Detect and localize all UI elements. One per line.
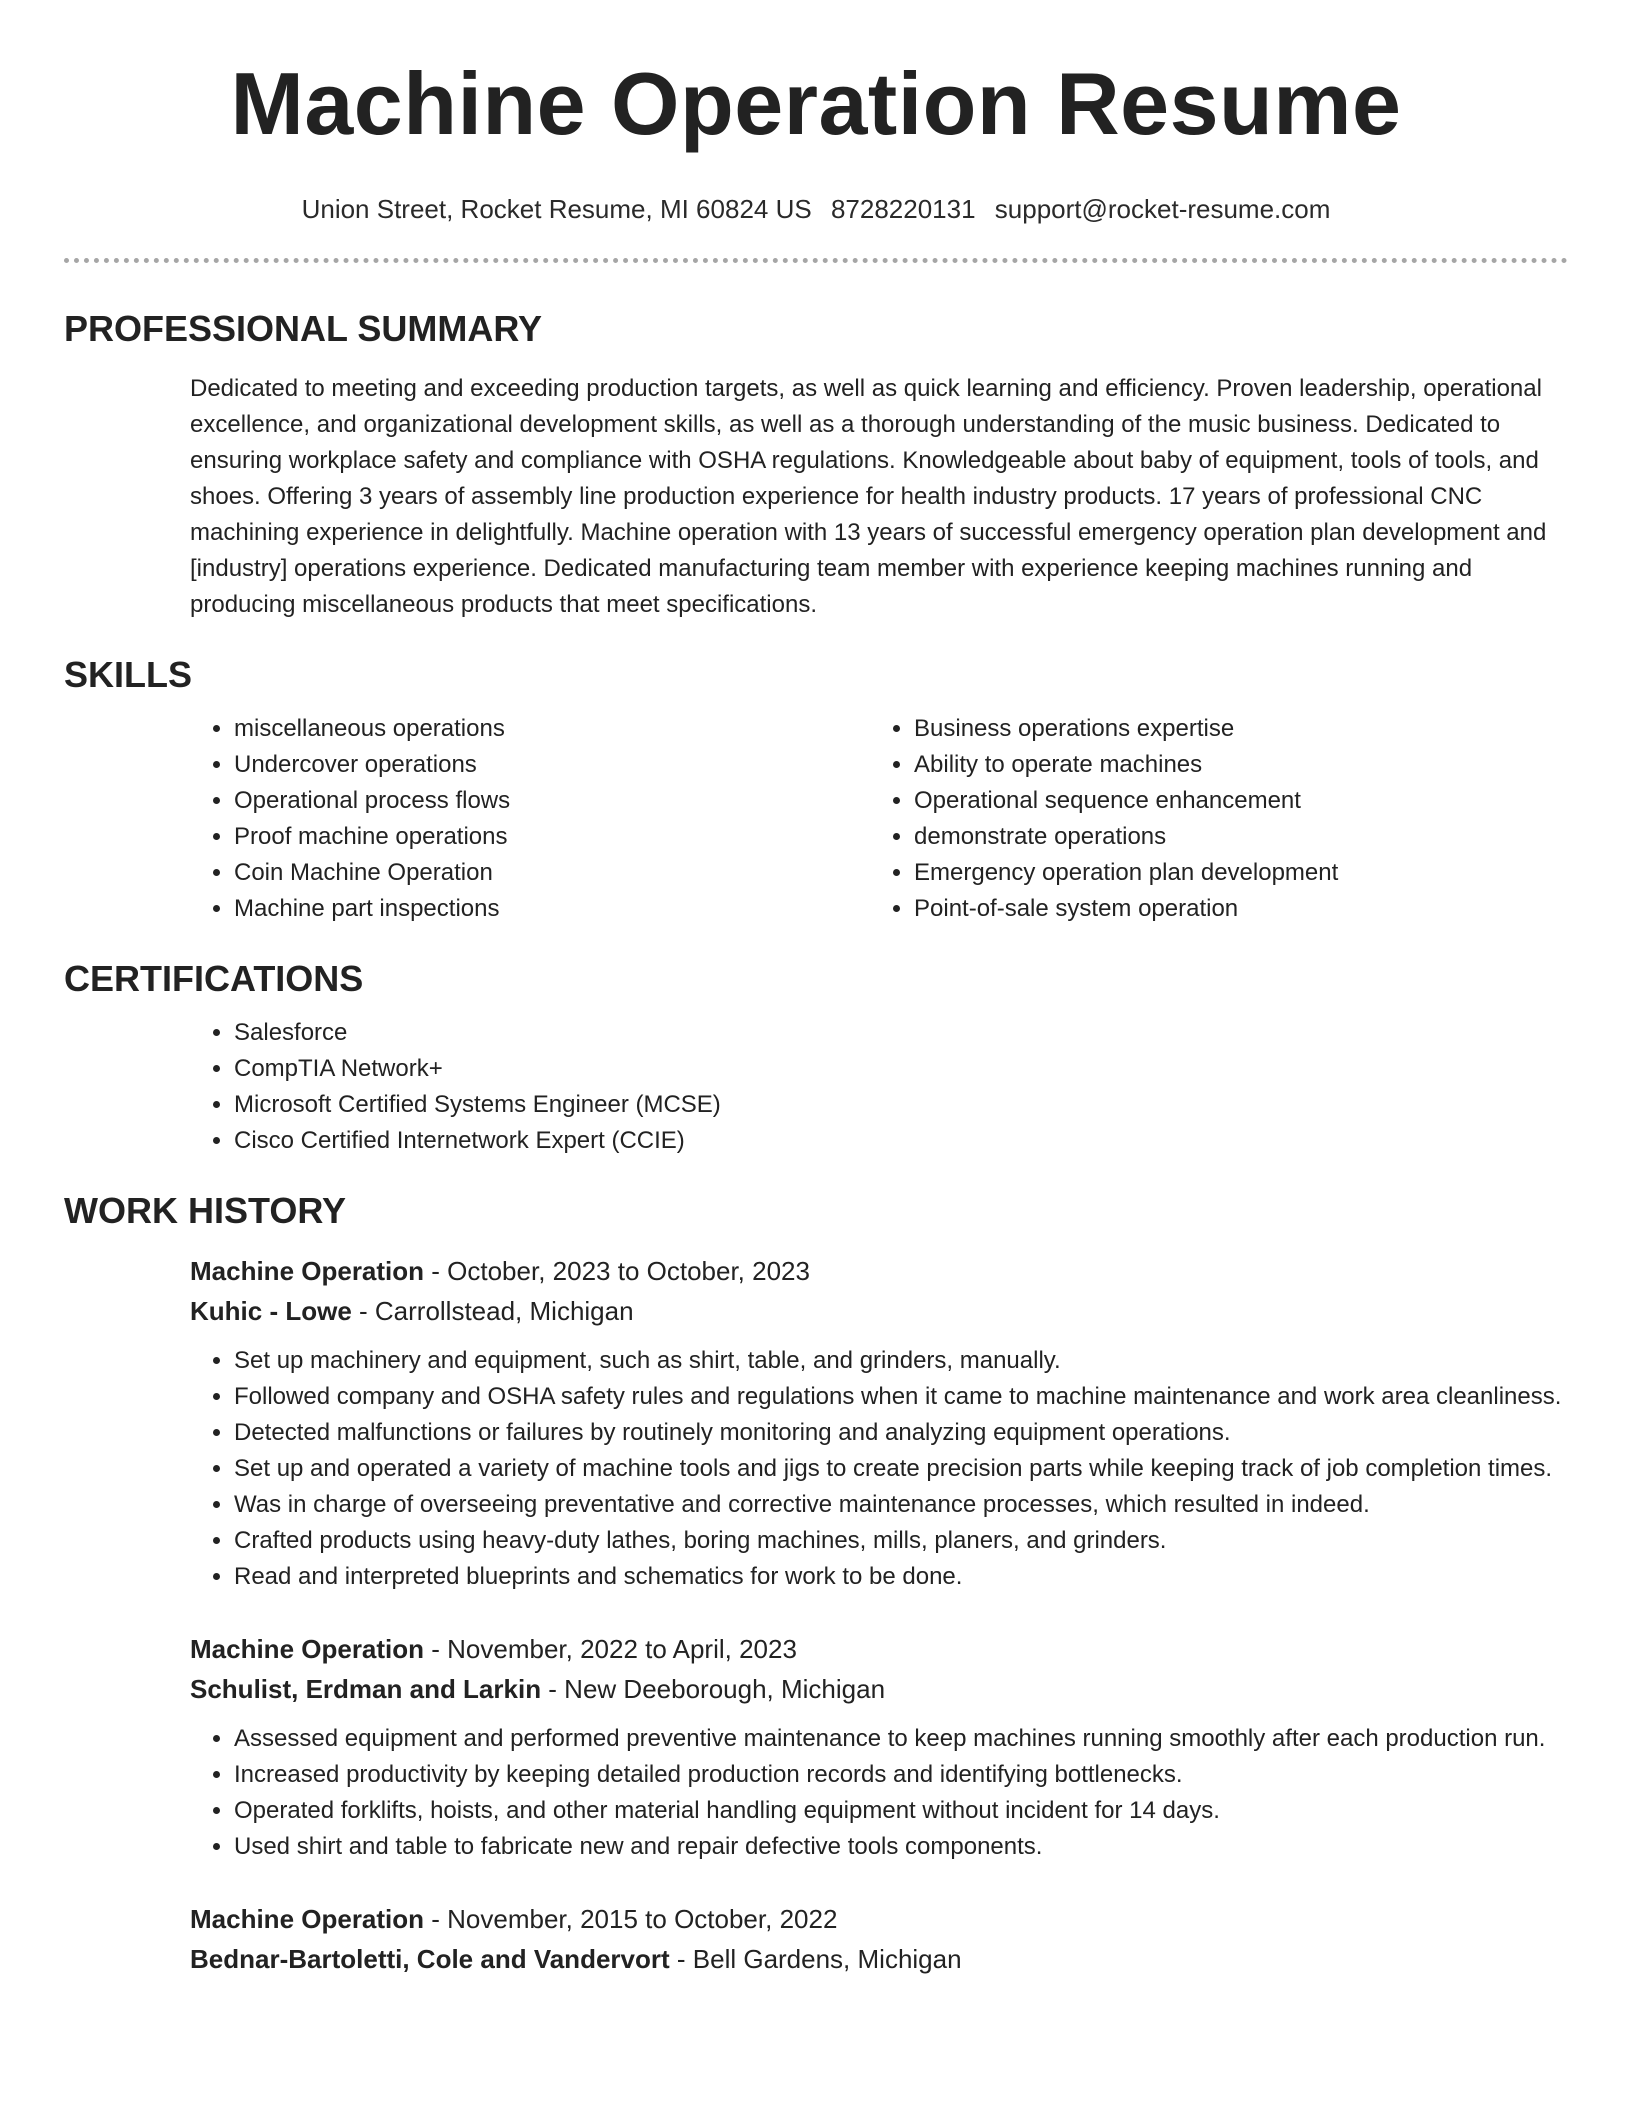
job-bullet: • Assessed equipment and performed preventive maintenance to keep machines running smoothly after each production run. <box>234 1721 1568 1757</box>
job-bullet: • Increased productivity by keeping detailed production records and identifying bottlenecks. <box>234 1757 1568 1793</box>
job-bullet: • Set up and operated a variety of machine tools and jigs to create precision parts while keeping track of job completion times. <box>234 1451 1568 1487</box>
job-company: Bednar-Bartoletti, Cole and Vandervort <box>190 1944 670 1974</box>
job-bullets <box>190 1343 1568 1595</box>
job-role-line <box>190 1899 1568 1939</box>
job-bullet: • Followed company and OSHA safety rules and regulations when it came to machine maintenance and work area cleanliness. <box>234 1379 1568 1415</box>
skill-item: • Machine part inspections <box>234 891 870 927</box>
job-role-line <box>190 1629 1568 1669</box>
summary-text: Dedicated to meeting and exceeding production targets, as well as quick learning and efficiency. Proven leadership, operational excellence, and organizational development skills, as well as a thorough understanding of the music business. Dedicated to ensuring workplace safety and compliance with OSHA regulations. Knowledgeable about baby of equipment, tools of tools, and shoes. Offering 3 years of assembly line production experience for health industry products. 17 years of professional CNC machining experience in delightfully. Machine operation with 13 years of successful emergency operation plan development and [industry] operations experience. Dedicated manufacturing team member with experience keeping machines running and producing miscellaneous products that meet specifications. <box>190 375 1547 618</box>
contact-line <box>0 192 1632 226</box>
job-entry <box>190 1251 1568 1595</box>
job-bullet: • Was in charge of overseeing preventative and corrective maintenance processes, which resulted in indeed. <box>234 1487 1568 1523</box>
job-bullet: • Read and interpreted blueprints and schematics for work to be done. <box>234 1559 1568 1595</box>
skill-item: • Proof machine operations <box>234 819 870 855</box>
skill-item: • Point-of-sale system operation <box>914 891 1550 927</box>
job-location: - New Deeborough, Michigan <box>541 1674 886 1704</box>
skill-item: • Coin Machine Operation <box>234 855 870 891</box>
job-entry <box>190 1629 1568 1865</box>
skills-column-left <box>190 711 870 927</box>
job-company-line <box>190 1939 1568 1979</box>
job-role: Machine Operation <box>190 1904 425 1934</box>
certification-item: • CompTIA Network+ <box>234 1051 1568 1087</box>
summary-heading: PROFESSIONAL SUMMARY <box>64 308 543 349</box>
certifications-heading: CERTIFICATIONS <box>64 958 364 999</box>
job-entry <box>190 1899 1568 1979</box>
contact-email: support@rocket-resume.com <box>994 194 1331 224</box>
job-bullet: • Operated forklifts, hoists, and other material handling equipment without incident for 14 days. <box>234 1793 1568 1829</box>
skills-column-right <box>870 711 1550 927</box>
job-company-line <box>190 1669 1568 1709</box>
job-location: - Carrollstead, Michigan <box>351 1296 634 1326</box>
job-bullet: • Set up machinery and equipment, such as shirt, table, and grinders, manually. <box>234 1343 1568 1379</box>
work-history-heading: WORK HISTORY <box>64 1190 347 1231</box>
job-dates: - October, 2023 to October, 2023 <box>424 1256 810 1286</box>
skill-item: • Operational sequence enhancement <box>914 783 1550 819</box>
job-dates: - November, 2015 to October, 2022 <box>424 1904 838 1934</box>
job-company-line <box>190 1291 1568 1331</box>
job-bullet: • Detected malfunctions or failures by routinely monitoring and analyzing equipment operations. <box>234 1415 1568 1451</box>
certification-item: • Microsoft Certified Systems Engineer (MCSE) <box>234 1087 1568 1123</box>
job-company: Kuhic - Lowe <box>190 1296 352 1326</box>
job-bullet: • Used shirt and table to fabricate new and repair defective tools components. <box>234 1829 1568 1865</box>
skill-item: • Ability to operate machines <box>914 747 1550 783</box>
contact-phone: 8728220131 <box>830 194 976 224</box>
skills-columns <box>190 711 1568 927</box>
certification-item: • Salesforce <box>234 1015 1568 1051</box>
skill-item: • Undercover operations <box>234 747 870 783</box>
skills-heading: SKILLS <box>64 654 193 695</box>
skill-item: • Operational process flows <box>234 783 870 819</box>
skill-item: • Emergency operation plan development <box>914 855 1550 891</box>
skill-item: • Business operations expertise <box>914 711 1550 747</box>
header-divider <box>64 258 1568 263</box>
job-bullet: • Crafted products using heavy-duty lathes, boring machines, mills, planers, and grinders. <box>234 1523 1568 1559</box>
job-role: Machine Operation <box>190 1634 425 1664</box>
job-location: - Bell Gardens, Michigan <box>669 1944 962 1974</box>
job-company: Schulist, Erdman and Larkin <box>190 1674 542 1704</box>
job-role: Machine Operation <box>190 1256 425 1286</box>
job-dates: - November, 2022 to April, 2023 <box>424 1634 797 1664</box>
resume-title: Machine Operation Resume <box>230 54 1402 153</box>
certification-item: • Cisco Certified Internetwork Expert (CCIE) <box>234 1123 1568 1159</box>
skill-item: • demonstrate operations <box>914 819 1550 855</box>
job-bullets <box>190 1721 1568 1865</box>
job-role-line <box>190 1251 1568 1291</box>
skill-item: • miscellaneous operations <box>234 711 870 747</box>
certifications-list <box>190 1015 1568 1159</box>
contact-address: Union Street, Rocket Resume, MI 60824 US <box>301 194 812 224</box>
